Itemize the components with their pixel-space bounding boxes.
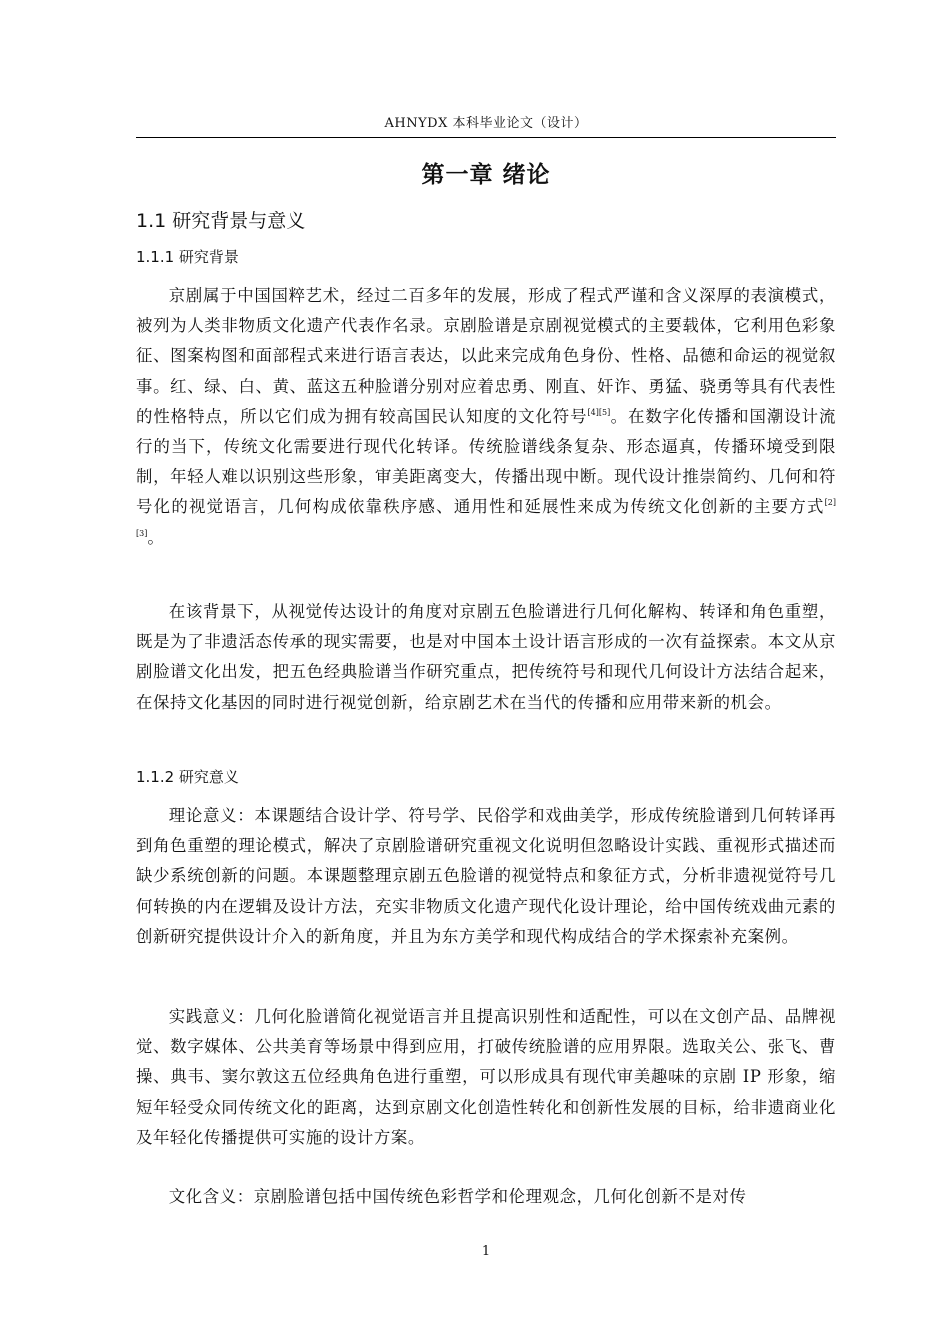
paragraph-cultural-significance: 文化含义：京剧脸谱包括中国传统色彩哲学和伦理观念，几何化创新不是对传 [168, 1187, 747, 1206]
paragraph-text: 。 [147, 527, 165, 547]
citation: [2][3] [136, 498, 836, 538]
paragraph-practical-significance: 实践意义：几何化脸谱简化视觉语言并且提高识别性和适配性，可以在文创产品、品牌视觉、数字媒体、公共美育等场景中得到应用，打破传统脸谱的应用界限。选取关公、张飞、曹操、典韦、窦尔敦这五位经典角色进行重塑，可以形成具有现代审美趣味的京剧 IP 形象，缩短年轻受众同传统文化的距离，达到京剧文化创造性转化和创新性发展的目标，给非遗商业化及年轻化传播提供可实施的设计方案。 [136, 1007, 836, 1147]
paragraph-background-1 [136, 281, 836, 553]
page-number: 1 [481, 1244, 491, 1259]
chapter-title: 第一章 绪论 [421, 162, 551, 188]
header-rule [136, 137, 836, 138]
citation: [4][5] [587, 407, 611, 417]
paragraph-text: 京剧属于中国国粹艺术，经过二百多年的发展，形成了程式严谨和含义深厚的表演模式，被列为人类非物质文化遗产代表作名录。京剧脸谱是京剧视觉模式的主要载体，它利用色彩象征、图案构图和面部程式来进行语言表达，以此来完成角色身份、性格、品德和命运的视觉叙事。红、绿、白、黄、蓝这五种脸谱分别对应着忠勇、刚直、奸诈、勇猛、骁勇等具有代表性的性格特点，所以它们成为拥有较高国民认知度的文化符号 [136, 286, 836, 426]
running-header: AHNYDX 本科毕业论文（设计） [384, 116, 588, 131]
paragraph-theoretical-significance: 理论意义：本课题结合设计学、符号学、民俗学和戏曲美学，形成传统脸谱到几何转译再到角色重塑的理论模式，解决了京剧脸谱研究重视文化说明但忽略设计实践、重视形式描述而缺少系统创新的问题。本课题整理京剧五色脸谱的视觉特点和象征方式，分析非遗视觉符号几何转换的内在逻辑及设计方法，充实非物质文化遗产现代化设计理论，给中国传统戏曲元素的创新研究提供设计介入的新角度，并且为东方美学和现代构成结合的学术探索补充案例。 [136, 806, 836, 946]
section-heading-1-1: 1.1 研究背景与意义 [136, 210, 306, 232]
subsection-heading-1-1-1: 1.1.1 研究背景 [136, 248, 239, 266]
paragraph-text: 。在数字化传播和国潮设计流行的当下，传统文化需要进行现代化转译。传统脸谱线条复杂、形态逼真，传播环境受到限制，年轻人难以识别这些形象，审美距离变大，传播出现中断。现代设计推崇简约、几何和符号化的视觉语言，几何构成依靠秩序感、通用性和延展性来成为传统文化创新的主要方式 [136, 406, 836, 517]
paragraph-background-2: 在该背景下，从视觉传达设计的角度对京剧五色脸谱进行几何化解构、转译和角色重塑，既是为了非遗活态传承的现实需要，也是对中国本土设计语言形成的一次有益探索。本文从京剧脸谱文化出发，把五色经典脸谱当作研究重点，把传统符号和现代几何设计方法结合起来，在保持文化基因的同时进行视觉创新，给京剧艺术在当代的传播和应用带来新的机会。 [136, 602, 836, 712]
subsection-heading-1-1-2: 1.1.2 研究意义 [136, 768, 239, 786]
